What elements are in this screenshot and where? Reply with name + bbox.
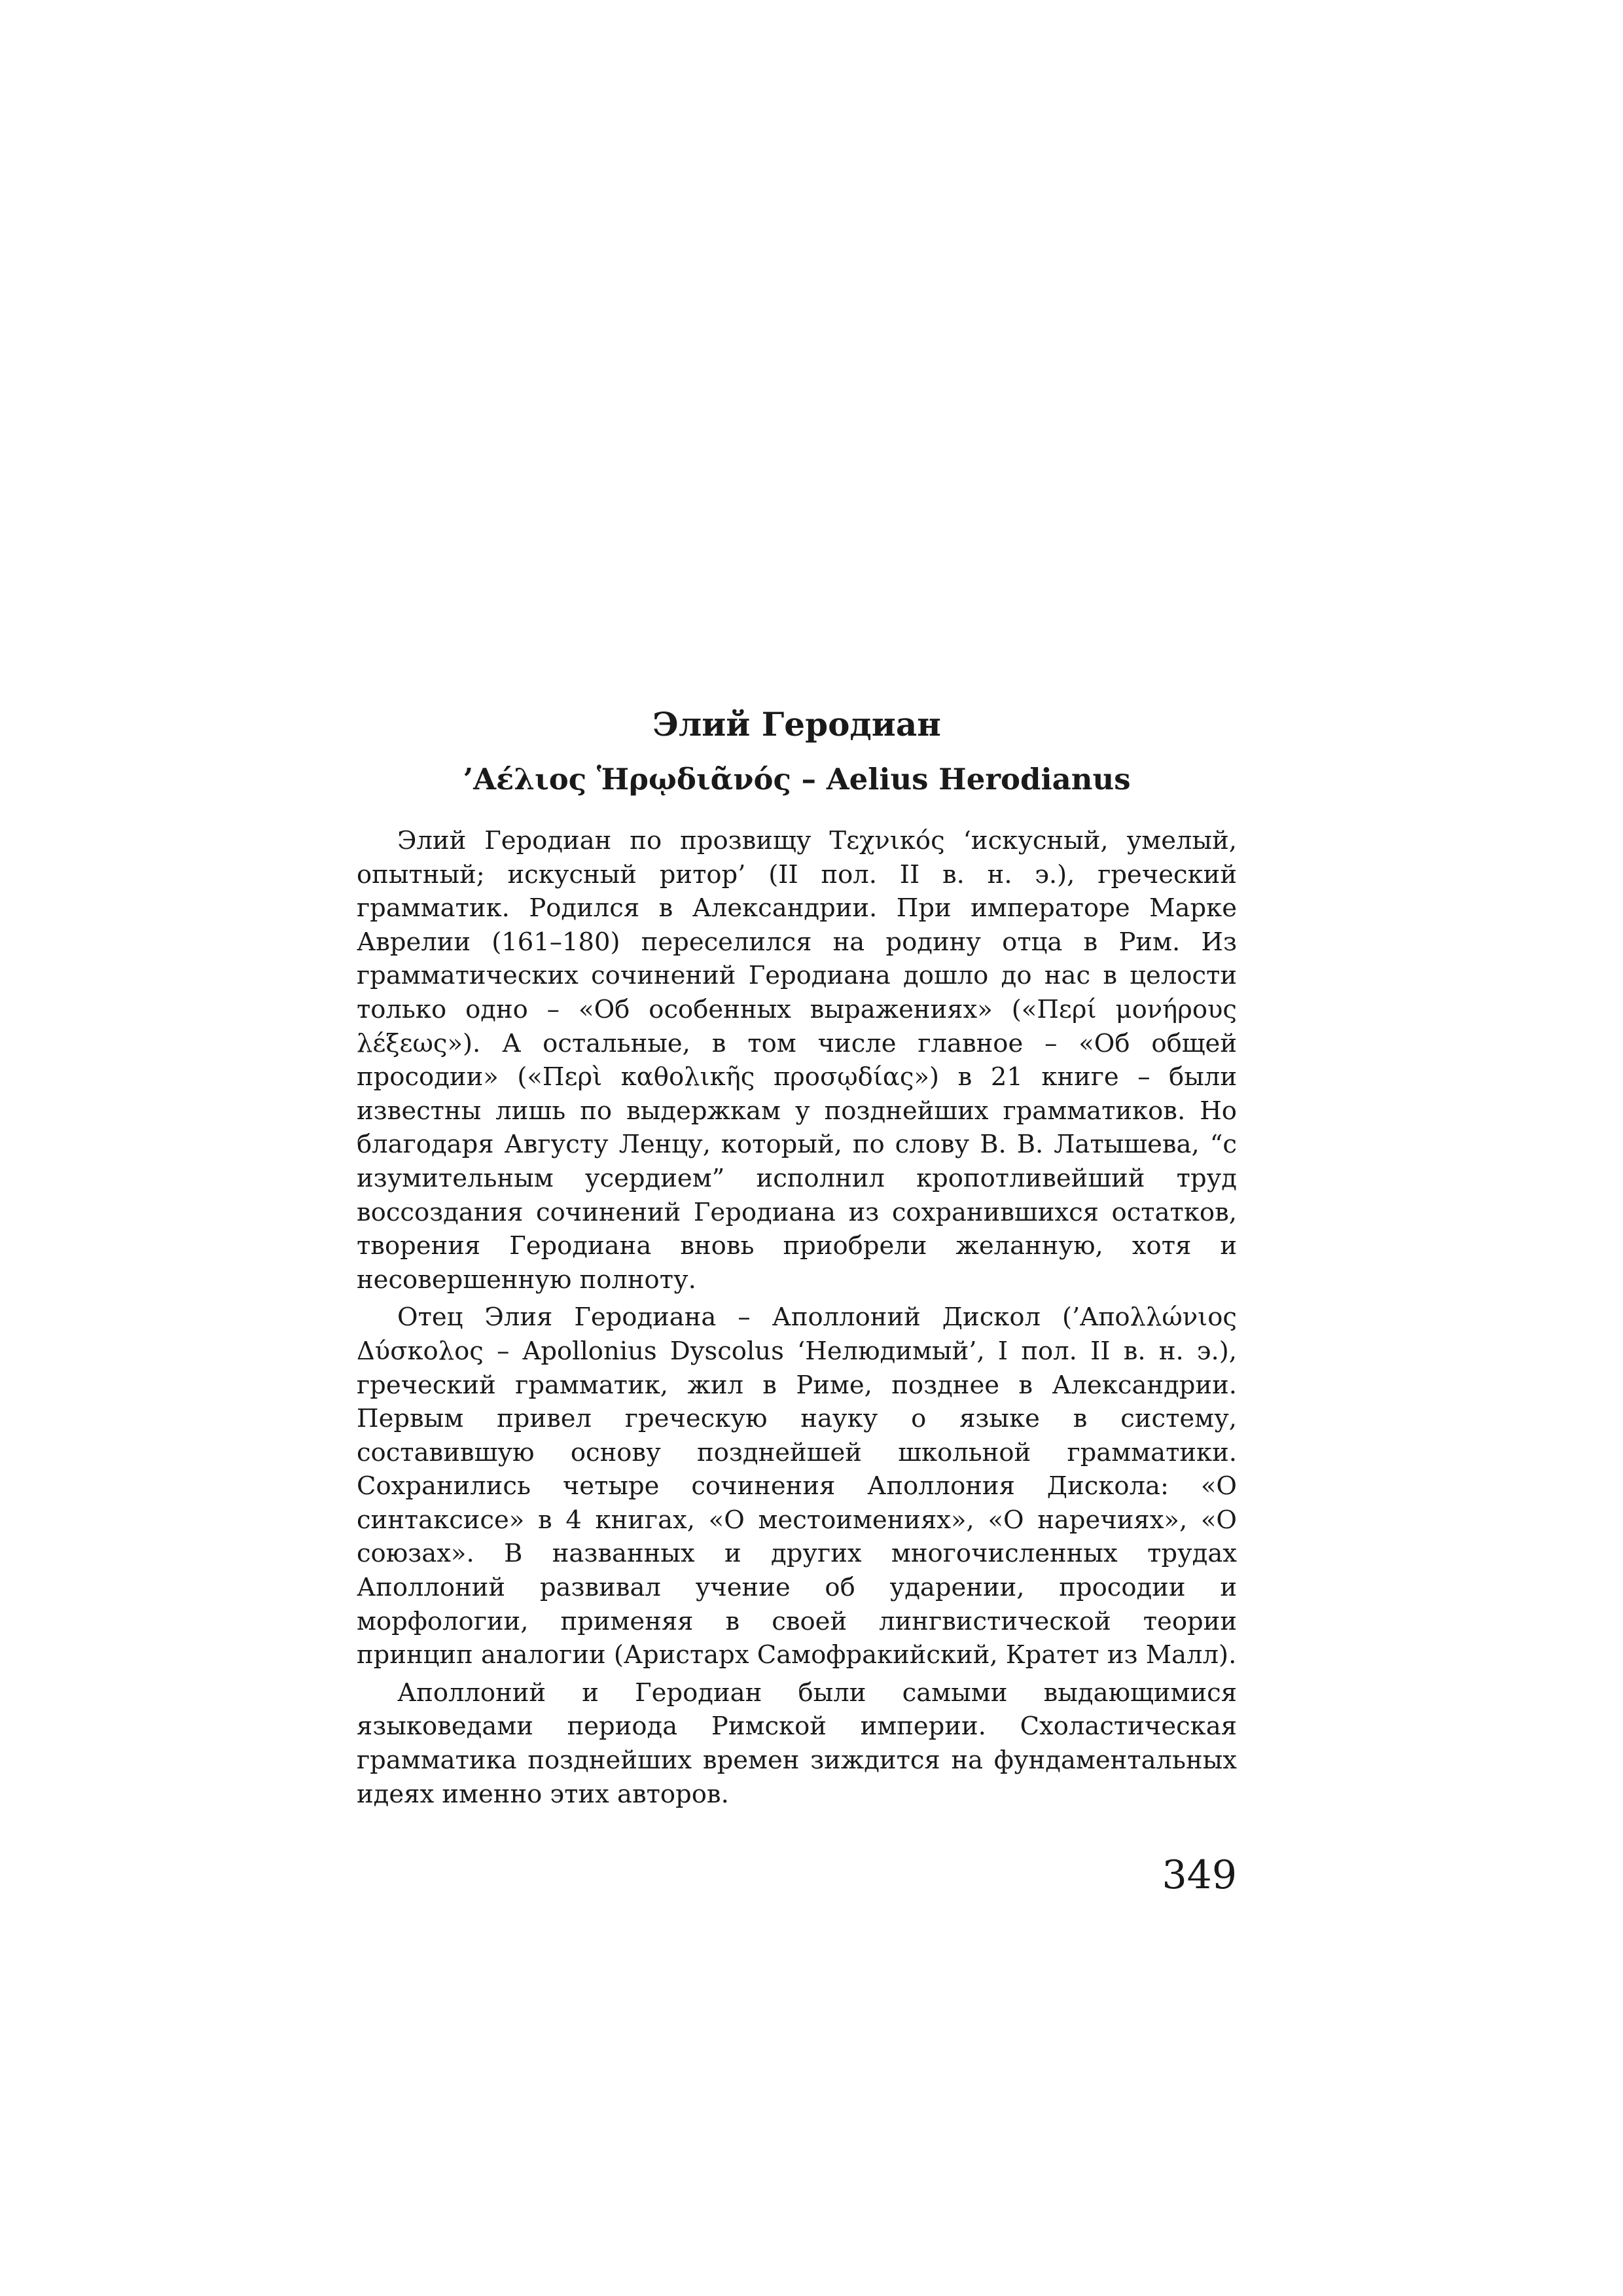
page-number: 349 xyxy=(1162,1852,1237,1898)
article-subtitle: ’Αέλιος Ἡρῳδιᾶνός – Aelius Herodianus xyxy=(463,762,1131,797)
article-title: Элий Геродиан xyxy=(652,705,941,744)
paragraph-apollonius: Отец Элия Геродиана – Аполлоний Дискол (’Απολλώνιος Δύσκολος – Apollonius Dyscolus ‘Нелюдимый’, I пол. II в. н. э.), греческий грамматик, жил в Риме, позднее в Александрии. Первым привел греческую науку о языке в систему, составившую основу позднейшей школьной грамматики. Сохранились четыре сочинения Аполлония Дискола: «О синтаксисе» в 4 книгах, «О местоимениях», «О наречиях», «О союзах». В названных и других многочисленных трудах Аполлоний развивал учение об ударении, просодии и морфологии, применяя в своей лингвистической теории принцип аналогии (Аристарх Самофракийский, Кратет из Малл). xyxy=(357,1302,1237,1670)
paragraph-herodian: Элий Геродиан по прозвищу Τεχνικός ‘искусный, умелый, опытный; искусный ритор’ (II пол. II в. н. э.), греческий грамматик. Родился в Александрии. При императоре Марке Аврелии (161–180) переселился на родину отца в Рим. Из грамматических сочинений Геродиана дошло до нас в целости только одно – «Об особенных выражениях» («Περί μονήρους λέξεως»). А остальные, в том числе главное – «Об общей просодии» («Περὶ καθολικῆς προσῳδίας») в 21 книге – были известны лишь по выдержкам у позднейших грамматиков. Но благодаря Августу Ленцу, который, по слову В. В. Латышева, “с изумительным усердием” исполнил кропотливейший труд воссоздания сочинений Геродиана из сохранившихся остатков, творения Геродиана вновь приобрели желанную, хотя и несовершенную полноту. xyxy=(357,826,1237,1295)
article xyxy=(357,704,1237,1811)
paragraph-conclusion: Аполлоний и Геродиан были самыми выдающимися языковедами периода Римской империи. Схоластическая грамматика позднейших времен зиждится на фундаментальных идеях именно этих авторов. xyxy=(357,1677,1237,1809)
